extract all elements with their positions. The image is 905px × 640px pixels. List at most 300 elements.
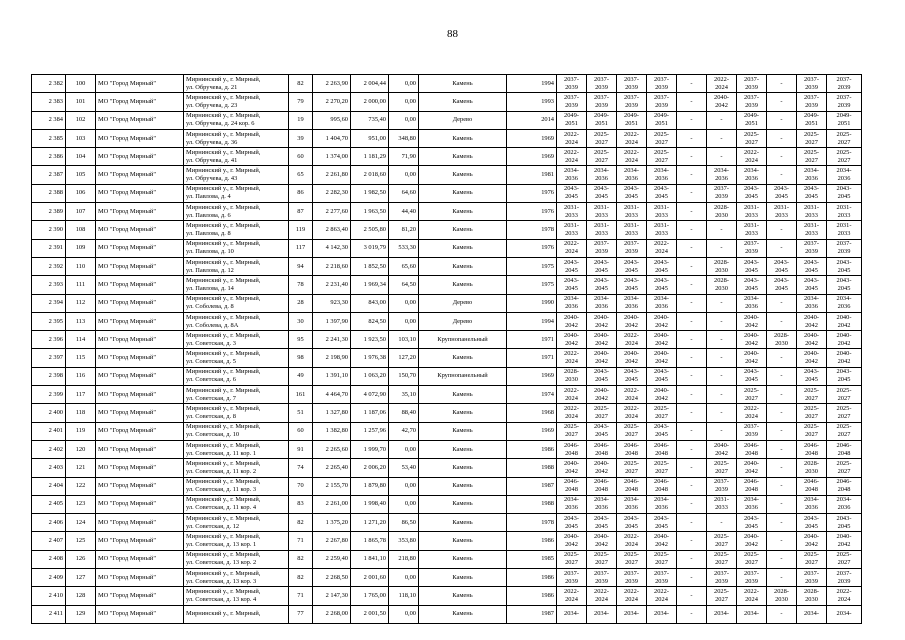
nonresidential-area-cell: 71,90: [389, 148, 419, 166]
address-line: Мирнинский у., г. Мирный,: [186, 569, 261, 577]
period-year: 2027: [805, 412, 818, 420]
address-line: Мирнинский у., г. Мирный,: [186, 130, 261, 138]
period-year: -: [780, 171, 783, 179]
period-year: 2024: [745, 595, 758, 603]
period-year: -: [690, 573, 693, 581]
wall-material-cell: Камень: [419, 75, 507, 93]
table-row: [32, 514, 862, 532]
period-year: 2045: [655, 193, 668, 201]
nonresidential-area-cell: 0,00: [389, 93, 419, 111]
period-year: -: [690, 244, 693, 252]
period-year: 2034-: [744, 496, 759, 504]
flats-count-cell: 91: [289, 440, 313, 458]
table-row: [32, 605, 862, 623]
period-year: 2049-: [654, 112, 669, 120]
planned-period-cell: [617, 587, 647, 605]
address-line: ул. Советская, д. 11 кор. 4: [186, 504, 257, 512]
wall-material-cell: Камень: [419, 221, 507, 239]
planned-period-cell: [587, 349, 617, 367]
address-cell: [184, 257, 289, 275]
address-line: Мирнинский у., г. Мирный,: [186, 276, 261, 284]
municipality-cell: МО "Город Мирный": [96, 221, 184, 239]
planned-period-cell: [827, 440, 862, 458]
period-year: 2042: [655, 358, 668, 366]
row-number-cell: 2 402: [32, 440, 66, 458]
period-year: 2045: [565, 266, 578, 274]
period-year: 2034-: [654, 295, 669, 303]
period-year: -: [690, 299, 693, 307]
municipality-cell: МО "Город Мирный": [96, 111, 184, 129]
planned-period-cell: [647, 276, 677, 294]
address-cell: [184, 404, 289, 422]
period-year: 2048: [595, 486, 608, 494]
period-year: -: [780, 463, 783, 471]
planned-period-cell: [797, 203, 827, 221]
planned-period-cell: [647, 221, 677, 239]
planned-period-cell: [617, 184, 647, 202]
total-area-cell: 2 270,20: [313, 93, 351, 111]
local-number-cell: 104: [66, 148, 96, 166]
period-year: 2046-: [594, 441, 609, 449]
planned-period-cell: [677, 75, 707, 93]
period-year: 2034-: [804, 167, 819, 175]
planned-period-cell: [677, 422, 707, 440]
address-cell: [184, 331, 289, 349]
period-year: 2039: [745, 101, 758, 109]
planned-period-cell: [827, 93, 862, 111]
build-year-cell: 1975: [507, 257, 557, 275]
period-year: 2022-: [624, 386, 639, 394]
period-year: 2045: [655, 376, 668, 384]
planned-period-cell: [767, 294, 797, 312]
period-year: 2039: [805, 248, 818, 256]
period-year: 2022-: [714, 75, 729, 83]
period-year: 2039: [715, 486, 728, 494]
flats-count-cell: 70: [289, 477, 313, 495]
period-year: 2037-: [714, 569, 729, 577]
period-year: 2042: [715, 449, 728, 457]
flats-count-cell: 79: [289, 93, 313, 111]
planned-period-cell: [557, 477, 587, 495]
period-year: 2036: [565, 175, 578, 183]
period-year: 2045: [565, 193, 578, 201]
nonresidential-area-cell: 86,50: [389, 514, 419, 532]
planned-period-cell: [557, 257, 587, 275]
planned-period-cell: [767, 239, 797, 257]
planned-period-cell: [647, 331, 677, 349]
planned-period-cell: [767, 166, 797, 184]
planned-period-cell: [767, 148, 797, 166]
period-year: 2040-: [594, 331, 609, 339]
period-year: -: [720, 116, 723, 124]
period-year: 2031-: [594, 222, 609, 230]
total-area-cell: 2 265,60: [313, 440, 351, 458]
period-year: 2048: [625, 449, 638, 457]
local-number-cell: 117: [66, 386, 96, 404]
period-year: 2039: [805, 101, 818, 109]
period-year: 2036: [565, 504, 578, 512]
period-year: 2037-: [564, 93, 579, 101]
period-year: 2031-: [594, 203, 609, 211]
total-area-cell: 2 261,80: [313, 166, 351, 184]
municipality-cell: МО "Город Мирный": [96, 75, 184, 93]
period-year: -: [690, 79, 693, 87]
total-area-cell: 995,60: [313, 111, 351, 129]
period-year: 2030: [715, 211, 728, 219]
local-number-cell: 109: [66, 239, 96, 257]
period-year: 2036: [805, 303, 818, 311]
nonresidential-area-cell: 0,00: [389, 440, 419, 458]
nonresidential-area-cell: 0,00: [389, 166, 419, 184]
period-year: 2027: [655, 156, 668, 164]
period-year: 2025-: [654, 148, 669, 156]
planned-period-cell: [557, 514, 587, 532]
period-year: 2036: [595, 175, 608, 183]
table-row: [32, 569, 862, 587]
period-year: 2027: [595, 156, 608, 164]
period-year: 2024: [595, 595, 608, 603]
planned-period-cell: [647, 495, 677, 513]
period-year: -: [690, 262, 693, 270]
period-year: 2033: [745, 211, 758, 219]
local-number-cell: 123: [66, 495, 96, 513]
municipality-cell: МО "Город Мирный": [96, 93, 184, 111]
planned-period-cell: [827, 569, 862, 587]
living-area-cell: 2 018,60: [351, 166, 389, 184]
flats-count-cell: 39: [289, 129, 313, 147]
period-year: 2040-: [836, 313, 852, 321]
address-cell: [184, 605, 289, 623]
municipality-cell: МО "Город Мирный": [96, 514, 184, 532]
period-year: 2043-: [804, 185, 819, 193]
planned-period-cell: [707, 514, 737, 532]
planned-period-cell: [797, 312, 827, 330]
period-year: 2042: [745, 339, 758, 347]
planned-period-cell: [587, 459, 617, 477]
period-year: 2025-: [744, 130, 759, 138]
total-area-cell: 2 282,30: [313, 184, 351, 202]
period-year: 2040-: [624, 350, 639, 358]
period-year: 2046-: [594, 478, 609, 486]
period-year: 2045: [625, 376, 638, 384]
nonresidential-area-cell: 533,30: [389, 239, 419, 257]
planned-period-cell: [737, 422, 767, 440]
period-year: -: [720, 390, 723, 398]
planned-period-cell: [797, 184, 827, 202]
period-year: 2048: [805, 486, 818, 494]
period-year: 2040-: [594, 350, 609, 358]
wall-material-cell: Камень: [419, 166, 507, 184]
period-year: 2031-: [564, 203, 579, 211]
period-year: 2025-: [804, 386, 819, 394]
period-year: 2024: [625, 595, 638, 603]
planned-period-cell: [587, 166, 617, 184]
living-area-cell: 735,40: [351, 111, 389, 129]
planned-period-cell: [587, 294, 617, 312]
municipality-cell: МО "Город Мирный": [96, 404, 184, 422]
nonresidential-area-cell: 118,10: [389, 587, 419, 605]
period-year: 2025-: [714, 551, 729, 559]
period-year: 2042: [715, 101, 728, 109]
planned-period-cell: [557, 276, 587, 294]
period-year: -: [780, 354, 783, 362]
total-area-cell: 1 397,90: [313, 312, 351, 330]
period-year: 2049-: [564, 112, 579, 120]
planned-period-cell: [737, 477, 767, 495]
period-year: 2034-: [624, 496, 639, 504]
period-year: 2039: [595, 101, 608, 109]
flats-count-cell: 71: [289, 587, 313, 605]
planned-period-cell: [797, 514, 827, 532]
period-year: 2040-: [564, 533, 579, 541]
period-year: 2027: [837, 394, 851, 402]
period-year: 2034-: [594, 167, 609, 175]
planned-period-cell: [737, 148, 767, 166]
wall-material-cell: Камень: [419, 605, 507, 623]
period-year: 2040-: [744, 459, 759, 467]
build-year-cell: 1988: [507, 495, 557, 513]
table-row: [32, 276, 862, 294]
planned-period-cell: [647, 75, 677, 93]
address-line: Мирнинский у., г. Мирный,: [186, 610, 261, 618]
period-year: 2042: [565, 467, 578, 475]
period-year: 2036: [745, 504, 758, 512]
period-year: 2042: [655, 394, 668, 402]
planned-period-cell: [587, 532, 617, 550]
wall-material-cell: Камень: [419, 422, 507, 440]
period-year: 2036: [837, 504, 851, 512]
planned-period-cell: [617, 257, 647, 275]
table-row: [32, 440, 862, 458]
row-number-cell: 2 404: [32, 477, 66, 495]
period-year: -: [690, 171, 693, 179]
wall-material-cell: Камень: [419, 404, 507, 422]
period-year: 2043-: [744, 258, 759, 266]
period-year: 2043-: [564, 514, 579, 522]
planned-period-cell: [797, 587, 827, 605]
period-year: -: [780, 445, 783, 453]
address-cell: [184, 239, 289, 257]
period-year: 2025-: [836, 423, 852, 431]
period-year: 2046-: [624, 478, 639, 486]
planned-period-cell: [557, 367, 587, 385]
planned-period-cell: [647, 93, 677, 111]
period-year: 2034-: [836, 295, 852, 303]
planned-period-cell: [797, 349, 827, 367]
planned-period-cell: [737, 75, 767, 93]
period-year: 2040-: [594, 313, 609, 321]
period-year: 2045: [775, 266, 788, 274]
period-year: -: [690, 152, 693, 160]
planned-period-cell: [587, 367, 617, 385]
planned-period-cell: [737, 294, 767, 312]
period-year: 2049-: [836, 112, 852, 120]
period-year: 2046-: [836, 478, 852, 486]
table-row: [32, 203, 862, 221]
planned-period-cell: [797, 111, 827, 129]
planned-period-cell: [677, 111, 707, 129]
period-year: 2037-: [564, 569, 579, 577]
municipality-cell: МО "Город Мирный": [96, 148, 184, 166]
planned-period-cell: [707, 166, 737, 184]
planned-period-cell: [647, 294, 677, 312]
planned-period-cell: [827, 422, 862, 440]
period-year: 2042: [655, 339, 668, 347]
row-number-cell: 2 390: [32, 221, 66, 239]
flats-count-cell: 49: [289, 367, 313, 385]
period-year: 2043-: [836, 276, 852, 284]
local-number-cell: 106: [66, 184, 96, 202]
planned-period-cell: [617, 221, 647, 239]
planned-period-cell: [767, 221, 797, 239]
planned-period-cell: [587, 404, 617, 422]
total-area-cell: 2 259,40: [313, 550, 351, 568]
period-year: 2037-: [654, 93, 669, 101]
period-year: 2025-: [836, 130, 852, 138]
address-line: ул. Обручева, д. 36: [186, 138, 238, 146]
period-year: -: [720, 299, 723, 307]
period-year: 2036: [565, 303, 578, 311]
period-year: 2036: [595, 504, 608, 512]
wall-material-cell: Камень: [419, 495, 507, 513]
address-cell: [184, 312, 289, 330]
nonresidential-area-cell: 35,10: [389, 386, 419, 404]
period-year: 2031-: [624, 222, 639, 230]
period-year: -: [690, 97, 693, 105]
period-year: 2030: [805, 467, 818, 475]
local-number-cell: 128: [66, 587, 96, 605]
period-year: 2027: [805, 431, 818, 439]
planned-period-cell: [767, 312, 797, 330]
planned-period-cell: [797, 550, 827, 568]
period-year: 2034-: [744, 167, 759, 175]
planned-period-cell: [737, 349, 767, 367]
period-year: 2043-: [836, 514, 852, 522]
planned-period-cell: [587, 129, 617, 147]
period-year: 2043-: [654, 514, 669, 522]
wall-material-cell: Камень: [419, 587, 507, 605]
planned-period-cell: [707, 203, 737, 221]
period-year: 2034-: [654, 496, 669, 504]
period-year: 2027: [565, 431, 578, 439]
address-line: Мирнинский у., г. Мирный,: [186, 441, 261, 449]
period-year: 2048: [625, 486, 638, 494]
nonresidential-area-cell: 150,70: [389, 367, 419, 385]
period-year: 2033: [565, 211, 578, 219]
row-number-cell: 2 389: [32, 203, 66, 221]
period-year: 2024: [625, 541, 638, 549]
living-area-cell: 1 841,10: [351, 550, 389, 568]
local-number-cell: 120: [66, 440, 96, 458]
period-year: 2039: [625, 83, 638, 91]
wall-material-cell: Камень: [419, 440, 507, 458]
planned-period-cell: [737, 532, 767, 550]
build-year-cell: 1971: [507, 331, 557, 349]
row-number-cell: 2 400: [32, 404, 66, 422]
planned-period-cell: [707, 386, 737, 404]
period-year: 2034-: [654, 167, 669, 175]
planned-period-cell: [617, 404, 647, 422]
total-area-cell: 923,30: [313, 294, 351, 312]
planned-period-cell: [647, 148, 677, 166]
planned-period-cell: [677, 440, 707, 458]
planned-period-cell: [587, 440, 617, 458]
period-year: 2048: [745, 449, 758, 457]
living-area-cell: 1 765,00: [351, 587, 389, 605]
planned-period-cell: [707, 93, 737, 111]
row-number-cell: 2 386: [32, 148, 66, 166]
period-year: 2051: [625, 120, 638, 128]
address-line: ул. Обручева, д. 24 кор. 6: [186, 120, 255, 128]
nonresidential-area-cell: 0,00: [389, 495, 419, 513]
planned-period-cell: [617, 349, 647, 367]
period-year: 2043-: [804, 514, 819, 522]
address-cell: [184, 495, 289, 513]
total-area-cell: 1 404,70: [313, 129, 351, 147]
period-year: 2036: [655, 303, 668, 311]
period-year: 2022-: [564, 148, 579, 156]
build-year-cell: 1969: [507, 129, 557, 147]
row-number-cell: 2 387: [32, 166, 66, 184]
table-row: [32, 459, 862, 477]
period-year: 2037-: [804, 75, 819, 83]
address-line: Мирнинский у., г. Мирный,: [186, 258, 261, 266]
period-year: 2037-: [836, 240, 852, 248]
period-year: -: [690, 500, 693, 508]
period-year: 2051: [805, 120, 818, 128]
nonresidential-area-cell: 53,40: [389, 459, 419, 477]
planned-period-cell: [707, 569, 737, 587]
planned-period-cell: [707, 587, 737, 605]
period-year: -: [720, 354, 723, 362]
period-year: 2046-: [564, 478, 579, 486]
address-line: Мирнинский у., г. Мирный,: [186, 478, 261, 486]
period-year: 2022-: [654, 587, 669, 595]
living-area-cell: 1 923,50: [351, 331, 389, 349]
planned-period-cell: [827, 386, 862, 404]
planned-period-cell: [617, 495, 647, 513]
address-line: Мирнинский у., г. Мирный,: [186, 112, 261, 120]
period-year: 2040-: [804, 313, 819, 321]
period-year: 2043-: [594, 276, 609, 284]
period-year: -: [690, 445, 693, 453]
period-year: 2022-: [624, 331, 639, 339]
period-year: 2031-: [714, 496, 729, 504]
period-year: -: [720, 317, 723, 325]
period-year: 2037-: [624, 569, 639, 577]
planned-period-cell: [647, 386, 677, 404]
table-row: [32, 294, 862, 312]
period-year: 2045: [625, 284, 638, 292]
wall-material-cell: Крупнопанельный: [419, 331, 507, 349]
planned-period-cell: [767, 404, 797, 422]
period-year: 2045: [745, 193, 758, 201]
period-year: 2039: [745, 248, 758, 256]
living-area-cell: 2 000,00: [351, 93, 389, 111]
address-line: ул. Советская, д. 10: [186, 431, 240, 439]
period-year: 2042: [745, 541, 758, 549]
address-line: ул. Павлова, д. 8: [186, 230, 231, 238]
address-cell: [184, 367, 289, 385]
period-year: 2036: [805, 175, 818, 183]
period-year: 2040-: [654, 313, 669, 321]
row-number-cell: 2 388: [32, 184, 66, 202]
planned-period-cell: [557, 184, 587, 202]
period-year: 2027: [745, 559, 758, 567]
planned-period-cell: [617, 166, 647, 184]
period-year: 2042: [595, 339, 608, 347]
address-line: ул. Советская, д. 7: [186, 394, 236, 402]
